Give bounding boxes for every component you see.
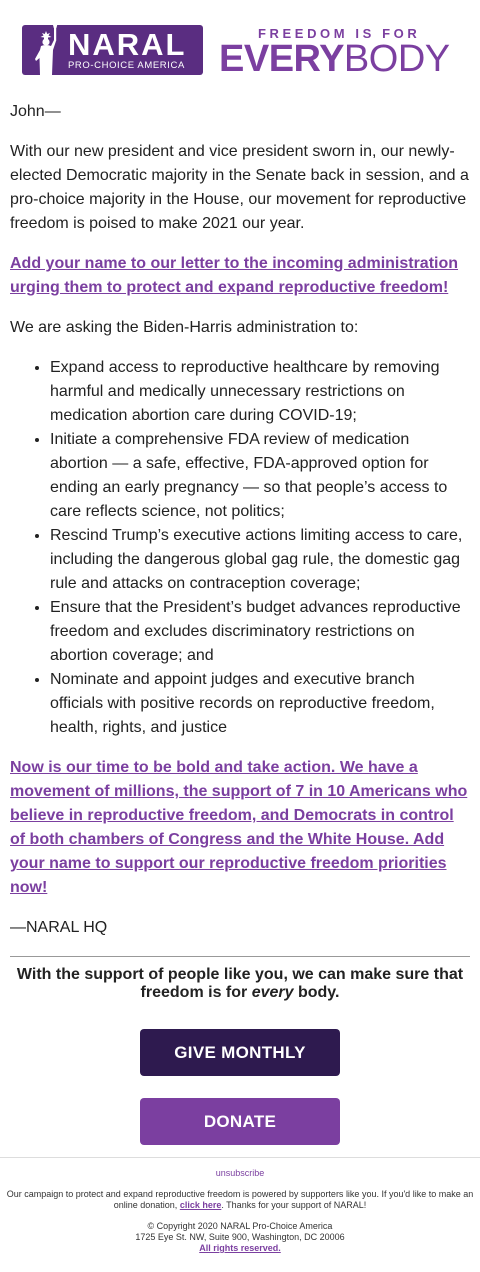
intro-paragraph: With our new president and vice president sworn in, our newly-elected Democratic majority in the Senate back in session, and a pro-choice majority in the House, our movement for reproductive freedom is poised to make 2021 our year. <box>10 143 469 232</box>
greeting: John— <box>10 103 61 120</box>
click-here-link[interactable]: click here <box>179 1200 222 1210</box>
give-monthly-button[interactable]: GIVE MONTHLY <box>140 1029 340 1076</box>
tagline-everybody <box>219 40 450 78</box>
support-message <box>10 966 470 1002</box>
statue-of-liberty-icon <box>30 25 62 75</box>
copyright: © Copyright 2020 NARAL Pro-Choice America <box>147 1221 333 1231</box>
logo-wordmark: NARAL <box>68 27 187 62</box>
naral-logo[interactable] <box>22 25 203 75</box>
list-item: • Ensure that the President’s budget advances reproductive freedom and excludes discriminatory restrictions on abortion coverage; and <box>50 596 470 668</box>
logo-subtitle: PRO-CHOICE AMERICA <box>68 60 185 71</box>
thanks-text: . Thanks for your support of NARAL! <box>221 1200 367 1210</box>
list-item: • Nominate and appoint judges and executive branch officials with positive records on reproductive freedom, health, rights, and justice <box>50 668 470 740</box>
all-rights-link[interactable]: All rights reserved. <box>199 1243 281 1253</box>
priorities-cta-link[interactable]: Now is our time to be bold and take action. We have a movement of millions, the support of 7 in 10 Americans who believe in reproductive freedom, and Democrats in control of both chambers of Congress and the White House. Add your name to support our reproductive freedom priorities now! <box>10 759 468 896</box>
letter-cta-link[interactable]: Add your name to our letter to the incoming administration urging them to protect and expand reproductive freedom! <box>10 255 459 296</box>
asking-intro: We are asking the Biden-Harris administration to: <box>10 319 359 336</box>
support-emphasis: every <box>251 984 294 1001</box>
tagline-every: EVERY <box>219 38 344 80</box>
signoff: —NARAL HQ <box>10 919 108 936</box>
list-item: • Expand access to reproductive healthcare by removing harmful and medically unnecessary restrictions on medication abortion care during COVID-19; <box>50 356 470 428</box>
donate-button[interactable]: DONATE <box>140 1098 340 1145</box>
powered-by-text <box>0 1189 480 1211</box>
divider <box>10 956 470 957</box>
tagline-body: BODY <box>343 38 450 80</box>
asks-list <box>10 356 470 740</box>
email-body <box>0 100 480 940</box>
unsubscribe-link[interactable]: unsubscribe <box>215 1168 265 1178</box>
tagline-top: FREEDOM IS FOR <box>258 26 421 41</box>
powered-text: Our campaign to protect and expand reproductive freedom is powered by supporters like you. If you'd like to make an online donation, <box>6 1189 474 1210</box>
list-item: • Rescind Trump’s executive actions limiting access to care, including the dangerous global gag rule, the domestic gag rule and attacks on contraception coverage; <box>50 524 470 596</box>
support-text: With the support of people like you, we can make sure that freedom is for <box>16 966 464 1001</box>
support-text-end: body. <box>293 984 340 1001</box>
email-header <box>0 0 480 100</box>
footer-divider <box>0 1157 480 1158</box>
list-item: • Initiate a comprehensive FDA review of medication abortion — a safe, effective, FDA-approved option for ending an early pregnancy — so that people’s access to care reflects science, not politics; <box>50 428 470 524</box>
footer <box>0 1168 480 1254</box>
address: 1725 Eye St. NW, Suite 900, Washington, DC 20006 <box>135 1232 345 1242</box>
